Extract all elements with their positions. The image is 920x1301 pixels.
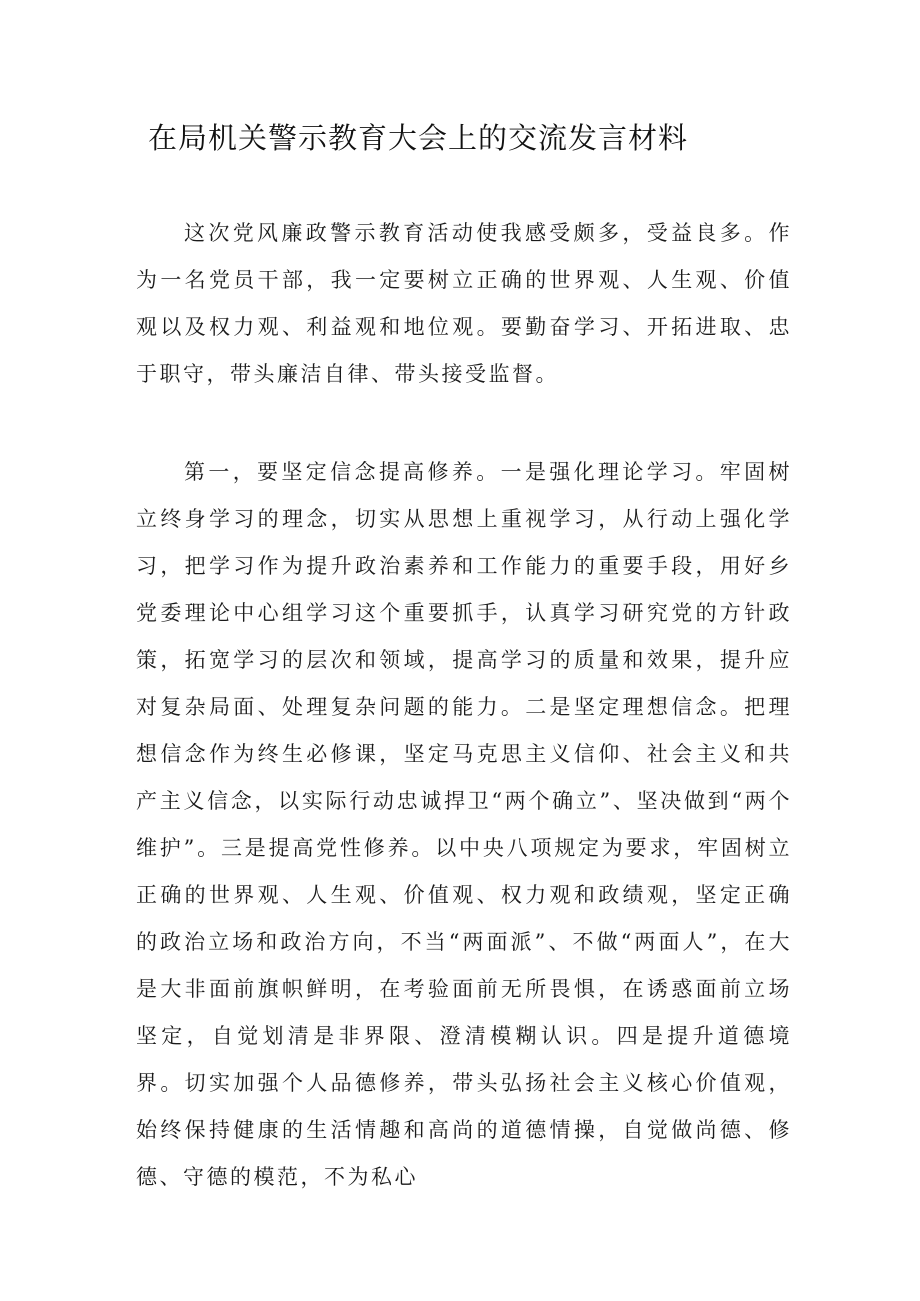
- document-title: 在局机关警示教育大会上的交流发言材料: [148, 121, 689, 155]
- intro-paragraph: 这次党风廉政警示教育活动使我感受颇多，受益良多。作为一名党员干部，我一定要树立正确的世界观、人生观、价值观以及权力观、利益观和地位观。要勤奋学习、开拓进取、忠于职守，带头廉洁自律、带头接受监督。: [136, 221, 792, 386]
- body-paragraph: 第一，要坚定信念提高修养。一是强化理论学习。牢固树立终身学习的理念，切实从思想上重视学习，从行动上强化学习，把学习作为提升政治素养和工作能力的重要手段，用好乡党委理论中心组学习这个重要抓手，认真学习研究党的方针政策，拓宽学习的层次和领域，提高学习的质量和效果，提升应对复杂局面、处理复杂问题的能力。二是坚定理想信念。把理想信念作为终生必修课，坚定马克思主义信仰、社会主义和共产主义信念，以实际行动忠诚捍卫“两个确立”、坚决做到“两个维护”。三是提高党性修养。以中央八项规定为要求，牢固树立正确的世界观、人生观、价值观、权力观和政绩观，坚定正确的政治立场和政治方向，不当“两面派”、不做“两面人”，在大是大非面前旗帜鲜明，在考验面前无所畏惧，在诱惑面前立场坚定，自觉划清是非界限、澄清模糊认识。四是提升道德境界。切实加强个人品德修养，带头弘扬社会主义核心价值观，始终保持健康的生活情趣和高尚的道德情操，自觉做尚德、修德、守德的模范，不为私心: [136, 460, 792, 1189]
